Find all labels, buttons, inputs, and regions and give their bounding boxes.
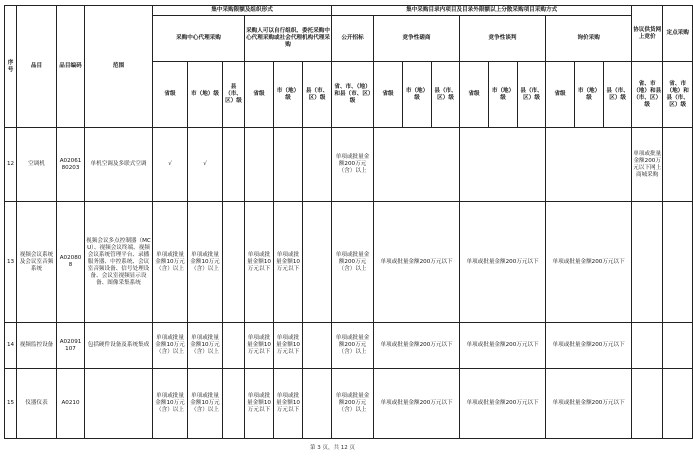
row-code: A0206180203 xyxy=(57,128,85,202)
row-central-city: 单项或批量金额10万元（含）以上 xyxy=(188,369,223,439)
row-inquiry: 单项或批量金额200万元以下 xyxy=(546,323,632,369)
header-nego-city: 市（地）级 xyxy=(489,62,518,128)
row-competitive-negotiation: 单项或批量金额200万元以下 xyxy=(460,202,546,323)
row-open-tender: 单项或批量金额200万元（含）以上 xyxy=(332,128,374,202)
row-entrust-provincial: 单项或批量金额10万元以下 xyxy=(245,323,274,369)
row-code: A020808 xyxy=(57,202,85,323)
row-agreement xyxy=(632,202,663,323)
row-competitive-negotiation: 单项或批量金额200万元以下 xyxy=(460,323,546,369)
header-fixed-point: 定点采购 xyxy=(663,6,693,62)
row-inquiry xyxy=(546,128,632,202)
row-central-county xyxy=(223,128,245,202)
table-row xyxy=(5,323,693,369)
header-scope: 范围 xyxy=(85,6,153,128)
row-seq: 15 xyxy=(5,369,17,439)
procurement-table xyxy=(4,5,693,439)
row-central-city: √ xyxy=(188,128,223,202)
row-central-county xyxy=(223,323,245,369)
row-inquiry: 单项或批量金额200万元以下 xyxy=(546,369,632,439)
header-entrust-county: 县（市、区）级 xyxy=(303,62,332,128)
header-consult-city: 市（地）级 xyxy=(403,62,432,128)
header-central-county: 县（市、区）级 xyxy=(223,62,245,128)
row-seq: 13 xyxy=(5,202,17,323)
header-competitive-consultation: 竞争性磋商 xyxy=(374,16,460,62)
row-entrust-county xyxy=(303,202,332,323)
row-central-county xyxy=(223,202,245,323)
row-central-provincial: √ xyxy=(153,128,188,202)
header-consult-provincial: 省级 xyxy=(374,62,403,128)
header-row-1 xyxy=(5,6,693,16)
row-competitive-negotiation: 单项或批量金额200万元以下 xyxy=(460,369,546,439)
row-central-provincial: 单项或批量金额10万元（含）以上 xyxy=(153,369,188,439)
header-agreement-levels: 省、市（地）和县（市、区）级 xyxy=(632,62,663,128)
header-central-procurement: 集中采购限额及组织形式 xyxy=(153,6,332,16)
row-open-tender: 单项或批量金额200万元（含）以上 xyxy=(332,202,374,323)
header-catalog-methods: 集中采购目录内项目及目录外限额以上分散采购项目采购方式 xyxy=(332,6,632,16)
row-item: 仪器仪表 xyxy=(17,369,57,439)
row-open-tender: 单项或批量金额200万元（含）以上 xyxy=(332,369,374,439)
row-fixed-point xyxy=(663,202,693,323)
row-competitive-consultation: 单项或批量金额200万元以下 xyxy=(374,202,460,323)
row-entrust-city: 单项或批量金额10万元以下 xyxy=(274,323,303,369)
row-competitive-negotiation xyxy=(460,128,546,202)
header-central-provincial: 省级 xyxy=(153,62,188,128)
header-code: 品目编码 xyxy=(57,6,85,128)
row-agreement: 单项或批量金额200万元以下网上商城采购 xyxy=(632,128,663,202)
row-central-provincial: 单项或批量金额10万元（含）以上 xyxy=(153,323,188,369)
row-fixed-point xyxy=(663,369,693,439)
row-entrust-provincial: 单项或批量金额10万元以下 xyxy=(245,369,274,439)
row-entrust-city xyxy=(274,128,303,202)
header-inquiry-city: 市（地）级 xyxy=(575,62,604,128)
row-entrust-city: 单项或批量金额10万元以下 xyxy=(274,202,303,323)
row-seq: 14 xyxy=(5,323,17,369)
header-central-agency: 采购中心代理采购 xyxy=(153,16,245,62)
row-entrust-county xyxy=(303,323,332,369)
header-entrust: 采购人可以自行组织、委托采购中心代理采购或社会代理机构代理采购 xyxy=(245,16,332,62)
table-row xyxy=(5,202,693,323)
row-entrust-provincial xyxy=(245,128,274,202)
row-central-city: 单项或批量金额10万元（含）以上 xyxy=(188,323,223,369)
row-item: 视频会议系统及会议室音频系统 xyxy=(17,202,57,323)
row-item: 空调机 xyxy=(17,128,57,202)
row-scope: 包括硬件设备及系统集成 xyxy=(85,323,153,369)
header-inquiry-county: 县（市、区）级 xyxy=(604,62,632,128)
row-agreement xyxy=(632,369,663,439)
header-fixed-levels: 省、市（地）和县（市、区）级 xyxy=(663,62,693,128)
row-competitive-consultation xyxy=(374,128,460,202)
header-entrust-city: 市（地）级 xyxy=(274,62,303,128)
row-seq: 12 xyxy=(5,128,17,202)
row-competitive-consultation: 单项或批量金额200万元以下 xyxy=(374,323,460,369)
row-scope xyxy=(85,369,153,439)
header-nego-provincial: 省级 xyxy=(460,62,489,128)
page-footer: 第 3 页，共 12 页 xyxy=(310,445,355,451)
row-entrust-county xyxy=(303,369,332,439)
row-code: A02091107 xyxy=(57,323,85,369)
row-open-tender: 单项或批量金额200万元（含）以上 xyxy=(332,323,374,369)
header-seq: 序号 xyxy=(5,6,17,128)
header-competitive-negotiation: 竞争性谈判 xyxy=(460,16,546,62)
row-fixed-point xyxy=(663,128,693,202)
header-open-levels: 省、市、（地）和县（市、区）级 xyxy=(332,62,374,128)
header-inquiry-provincial: 省级 xyxy=(546,62,575,128)
row-fixed-point xyxy=(663,323,693,369)
row-scope: 视频会议多点控制器（MCU）、视频会议终端、视频会议系统管理平台、录播服务器、中控系统、会议室音频设备、信号处理设备、会议室视频显示设备、图像采集系统 xyxy=(85,202,153,323)
header-entrust-provincial: 省级 xyxy=(245,62,274,128)
row-entrust-city: 单项或批量金额10万元以下 xyxy=(274,369,303,439)
header-central-city: 市（地）级 xyxy=(188,62,223,128)
row-scope: 单机空调及多联式空调 xyxy=(85,128,153,202)
header-item: 品目 xyxy=(17,6,57,128)
row-entrust-county xyxy=(303,128,332,202)
header-consult-county: 县（市、区）级 xyxy=(432,62,460,128)
header-nego-county: 县（市、区）级 xyxy=(518,62,546,128)
row-central-county xyxy=(223,369,245,439)
row-inquiry: 单项或批量金额200万元以下 xyxy=(546,202,632,323)
table-row xyxy=(5,128,693,202)
table-row xyxy=(5,369,693,439)
row-agreement xyxy=(632,323,663,369)
header-open-tender: 公开招标 xyxy=(332,16,374,62)
row-central-provincial: 单项或批量金额10万元（含）以上 xyxy=(153,202,188,323)
row-entrust-provincial: 单项或批量金额10万元以下 xyxy=(245,202,274,323)
row-central-city: 单项或批量金额10万元（含）以上 xyxy=(188,202,223,323)
row-code: A0210 xyxy=(57,369,85,439)
header-agreement: 协议供货网上竞价 xyxy=(632,6,663,62)
header-inquiry: 询价采购 xyxy=(546,16,632,62)
row-competitive-consultation: 单项或批量金额200万元以下 xyxy=(374,369,460,439)
row-item: 视频监控设备 xyxy=(17,323,57,369)
